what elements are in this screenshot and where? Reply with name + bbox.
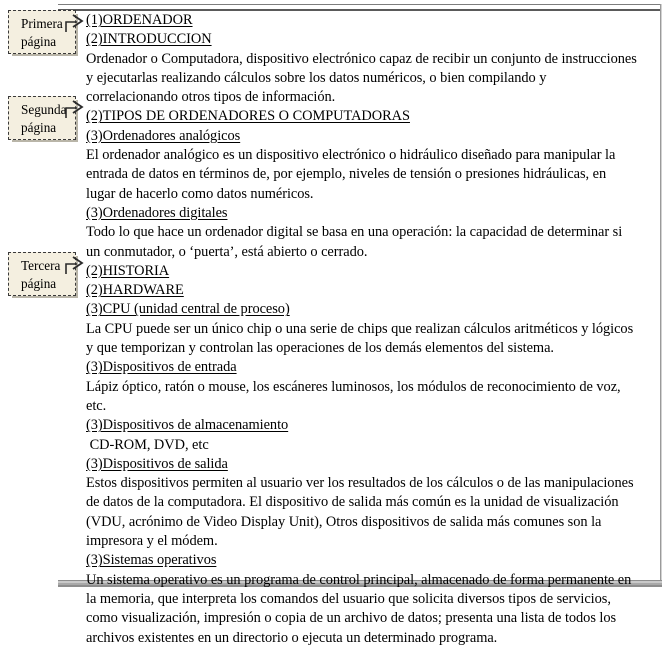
body-line: archivos existentes en un directorio o ejecuta un determinado programa. <box>86 629 498 646</box>
body-line: un conmutador, o ‘puerta’, está abierto o cerrado. <box>86 243 368 260</box>
body-line: Todo lo que hace un ordenador digital se basa en una operación: la capacidad de determinar si <box>86 224 623 241</box>
section-heading: (3)Ordenadores analógicos <box>86 127 241 144</box>
body-line: lugar de hacerlo como datos numéricos. <box>86 185 314 202</box>
section-heading: (2)HARDWARE <box>86 282 184 299</box>
body-line: entrada de datos en términos de, por ejemplo, niveles de tensión o presiones hidráulicas, en <box>86 166 607 183</box>
callout-arrow-icon <box>64 96 90 128</box>
top-horizontal-rule <box>58 4 662 11</box>
body-line: la memoria, que interpreta los comandos del usuario que solicita diversos tipos de servicios, <box>86 590 611 607</box>
callout-line-1: Primera <box>21 16 63 31</box>
body-line: y que temporizan y controlan las operaciones de los demás elementos del sistema. <box>86 340 554 357</box>
body-line: correlacionando otros tipos de información. <box>86 89 336 106</box>
body-line: Estos dispositivos permiten al usuario ver los resultados de los cálculos o de las manipulaciones <box>86 475 634 492</box>
body-line: La CPU puede ser un único chip o una serie de chips que realizan cálculos aritméticos y lógicos <box>86 320 634 337</box>
callout-line-2: página <box>21 120 57 135</box>
callout-arrow-icon <box>64 10 90 42</box>
callout-line-1: Segunda <box>21 102 67 117</box>
callout-line-2: página <box>21 34 57 49</box>
body-line: de datos de la computadora. El dispositivo de salida más común es la unidad de visualización <box>86 494 619 511</box>
section-heading: (2)INTRODUCCION <box>86 31 212 48</box>
section-heading: (3)Dispositivos de almacenamiento <box>86 417 289 434</box>
section-heading: (3)Sistemas operativos <box>86 552 217 569</box>
section-heading: (3)CPU (unidad central de proceso) <box>86 301 290 318</box>
section-heading: (3)Dispositivos de salida <box>86 455 228 472</box>
section-heading: (3)Ordenadores digitales <box>86 204 228 221</box>
right-vertical-rule <box>660 4 662 587</box>
section-heading: (3)Dispositivos de entrada <box>86 359 237 376</box>
body-line: Ordenador o Computadora, dispositivo electrónico capaz de recibir un conjunto de instrucciones <box>86 50 637 67</box>
callout-line-2: página <box>21 276 57 291</box>
body-line: impresora y el módem. <box>86 533 218 550</box>
section-heading: (1)ORDENADOR <box>86 12 193 28</box>
body-line: El ordenador analógico es un dispositivo electrónico o hidráulico diseñado para manipular la <box>86 147 616 164</box>
section-heading: (2)HISTORIA <box>86 262 170 279</box>
body-line: etc. <box>86 397 107 414</box>
body-line: Lápiz óptico, ratón o mouse, los escáneres luminosos, los módulos de reconocimiento de voz, <box>86 378 621 395</box>
body-line: y ejecutarlas realizando cálculos sobre los datos numéricos, o bien compilando y <box>86 69 547 86</box>
body-line: Un sistema operativo es un programa de control principal, almacenado de forma permanente en <box>86 571 632 588</box>
callout-arrow-icon <box>64 252 90 284</box>
body-line: (VDU, acrónimo de Video Display Unit), Otros dispositivos de salida más comunes son la <box>86 513 602 530</box>
body-line: CD-ROM, DVD, etc <box>86 436 209 453</box>
body-line: como visualización, impresión o copia de un archivo de datos; presenta una lista de todos los <box>86 610 617 627</box>
document-body <box>86 11 652 648</box>
callout-line-1: Tercera <box>21 258 61 273</box>
section-heading: (2)TIPOS DE ORDENADORES O COMPUTADORAS <box>86 108 410 125</box>
